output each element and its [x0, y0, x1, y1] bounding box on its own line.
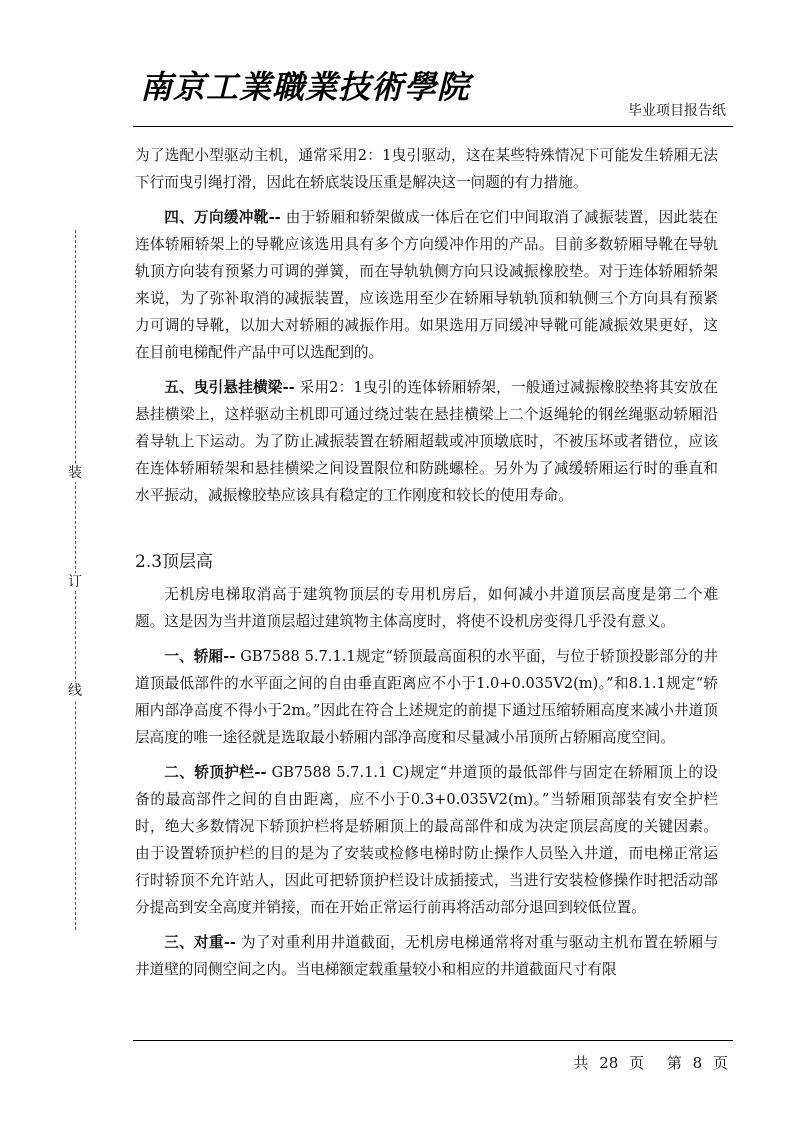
paragraph — [135, 929, 718, 983]
footer-unit: 页 — [712, 1054, 728, 1072]
binding-char-ding: 订 — [68, 574, 82, 590]
paragraph-text: 由于轿厢和轿架做成一体后在它们中间取消了减振装置，因此装在连体轿厢轿架上的导靴应该选用具有多个方向缓冲作用的产品。目前多数轿厢导靴在导轨轨顶方向装有预紧力可调的弹簧，而在导轨轨侧方向只设减振橡胶垫。对于连体轿厢轿架来说，为了弥补取消的减振装置，应该选用至少在轿厢导轨轨顶和轨侧三个方向具有预紧力可调的导靴，以加大对轿厢的减振作用。如果选用万同缓冲导靴可能减振效果更好，这在目前电梯配件产品中可以选配到的。 — [135, 209, 718, 361]
footer-rule — [133, 1040, 733, 1041]
paragraph — [135, 643, 718, 751]
report-label: 毕业项目报告纸 — [628, 103, 726, 119]
paragraph-heading: 一、轿厢-- — [164, 648, 236, 665]
paragraph — [135, 204, 718, 366]
paragraph-text: 为了对重利用井道截面，无机房电梯通常将对重与驱动主机布置在轿厢与井道壁的同侧空间之内。当电梯额定载重量较小和相应的井道截面尺寸有限 — [135, 934, 718, 978]
page-footer — [567, 1052, 728, 1073]
paragraph — [135, 759, 718, 921]
binding-char-zhuang: 装 — [68, 465, 82, 481]
footer-page-number: 8 — [692, 1054, 703, 1072]
paragraph-text: GB7588 5.7.1.1 C)规定“井道顶的最低部件与固定在轿厢顶上的设备的最高部件之间的自由距离，应不小于0.3+0.035V2(m)。”当轿厢顶部装有安全护栏时，绝大多数情况下轿顶护栏将是轿厢顶上的最高部件和成为决定顶层高度的关键因素。由于设置轿顶护栏的目的是为了安装或检修电梯时防止操作人员坠入井道，而电梯正常运行时轿顶不允许站人，因此可把轿顶护栏设计成插接式，当进行安装检修操作时把活动部分提高到安全高度并销接，而在开始正常运行前再将活动部分退回到较低位置。 — [135, 764, 718, 916]
paragraph: 为了选配小型驱动主机，通常采用2：1曳引驱动，这在某些特殊情况下可能发生轿厢无法下行而曳引绳打滑，因此在轿底装设压重是解决这一问题的有力措施。 — [135, 147, 718, 191]
footer-total-label: 共 — [573, 1054, 589, 1072]
school-logo: 南京工業職業技術學院 — [140, 68, 471, 106]
paragraph-heading: 五、曳引悬挂横梁-- — [164, 379, 295, 396]
footer-page-label: 第 — [666, 1054, 682, 1072]
paragraph — [135, 374, 718, 509]
paragraph: 无机房电梯取消高于建筑物顶层的专用机房后，如何减小井道顶层高度是第二个难题。这是因为当井道顶层超过建筑物主体高度时，将使不设机房变得几乎没有意义。 — [135, 586, 718, 630]
footer-unit: 页 — [629, 1054, 645, 1072]
document-body — [135, 142, 718, 991]
footer-total-pages: 28 — [599, 1054, 619, 1072]
paragraph-text: 采用2：1曳引的连体轿厢轿架，一般通过减振橡胶垫将其安放在悬挂横梁上，这样驱动主机即可通过绕过装在悬挂横梁上二个返绳轮的钢丝绳驱动轿厢沿着导轨上下运动。为了防止减振装置在轿厢超载或冲顶墩底时，不被压坏或者错位，应该在连体轿厢轿架和悬挂横梁之间设置限位和防跳螺栓。另外为了减缓轿厢运行时的垂直和水平振动，减振橡胶垫应该具有稳定的工作刚度和较长的使用寿命。 — [135, 379, 718, 504]
paragraph-text: GB7588 5.7.1.1规定“轿顶最高面积的水平面，与位于轿顶投影部分的井道顶最低部件的水平面之间的自由垂直距离应不小于1.0+0.035V2(m)。”和8.1.1规定“轿厢内部净高度不得小于2m。”因此在符合上述规定的前提下通过压缩轿厢高度来减小井道顶层高度的唯一途径就是选取最小轿厢内部净高度和尽量减小吊顶所占轿厢高度空间。 — [135, 648, 718, 746]
binding-char-xian: 线 — [68, 683, 82, 699]
paragraph-heading: 四、万向缓冲靴-- — [164, 209, 281, 226]
paragraph-heading: 二、轿顶护栏-- — [164, 764, 267, 781]
section-heading: 2.3顶层高 — [135, 552, 214, 572]
paragraph-heading: 三、对重-- — [164, 934, 236, 951]
header-rule — [133, 126, 733, 127]
